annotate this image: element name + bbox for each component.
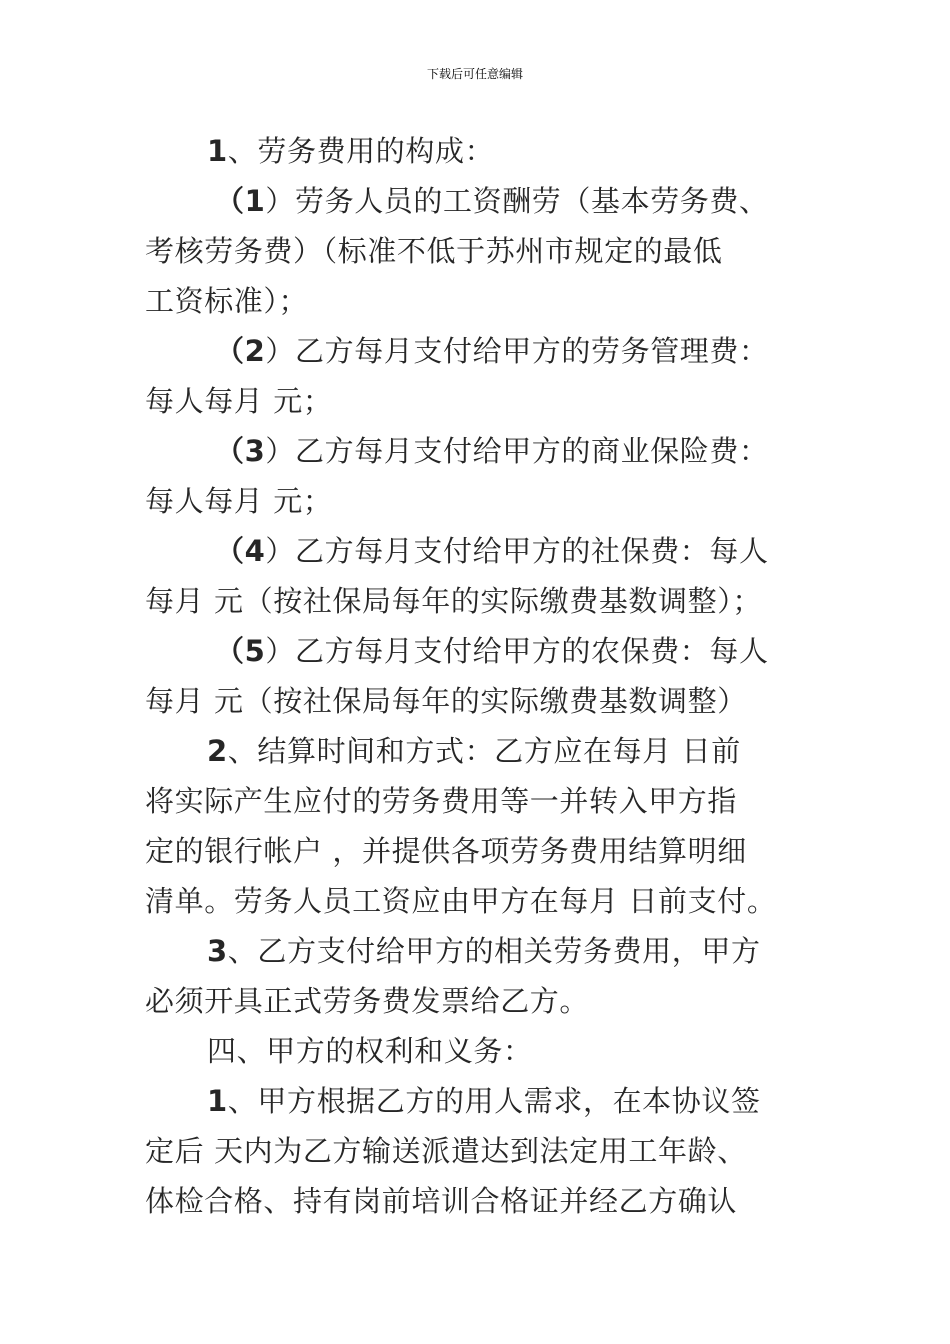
line-text: ）劳务人员的工资酬劳（基本劳务费、 <box>265 184 769 218</box>
line-text: 、结算时间和方式：乙方应在每月 日前 <box>227 734 741 768</box>
line-text: 每人每月 元； <box>145 484 333 518</box>
paragraph-line <box>145 426 810 476</box>
line-text: 四、甲方的权利和义务： <box>207 1034 533 1068</box>
line-text: 定后 天内为乙方输送派遣达到法定用工年龄、 <box>145 1134 747 1168</box>
line-text: ）乙方每月支付给甲方的农保费：每人 <box>265 634 769 668</box>
paragraph-line <box>145 276 810 326</box>
paragraph-line <box>145 226 810 276</box>
line-text: ）乙方每月支付给甲方的社保费：每人 <box>265 534 769 568</box>
line-text: 每月 元（按社保局每年的实际缴费基数调整） <box>145 684 747 718</box>
item-number: 2 <box>207 734 228 768</box>
paragraph-line <box>145 726 810 776</box>
item-number: （1 <box>215 184 266 218</box>
line-text: 、劳务费用的构成： <box>227 134 495 168</box>
item-number: （5 <box>215 634 266 668</box>
paragraph-line <box>145 126 810 176</box>
paragraph-line <box>145 876 810 926</box>
line-text: 每人每月 元； <box>145 384 333 418</box>
line-text: 清单。劳务人员工资应由甲方在每月 日前支付。 <box>145 884 777 918</box>
paragraph-line <box>145 676 810 726</box>
line-text: 、甲方根据乙方的用人需求，在本协议签 <box>227 1084 761 1118</box>
page-header: 下载后可任意编辑 <box>426 67 523 81</box>
item-number: 3 <box>207 934 228 968</box>
paragraph-line <box>145 626 810 676</box>
paragraph-line <box>145 826 810 876</box>
paragraph-line <box>145 576 810 626</box>
paragraph-line <box>145 926 810 976</box>
paragraph-line <box>145 176 810 226</box>
paragraph-line <box>145 776 810 826</box>
line-text: 考核劳务费）（标准不低于苏州市规定的最低 <box>145 234 723 268</box>
line-text: 必须开具正式劳务费发票给乙方。 <box>145 984 590 1018</box>
item-number: （4 <box>215 534 266 568</box>
paragraph-line <box>145 326 810 376</box>
paragraph-line <box>145 976 810 1026</box>
item-number: 1 <box>207 134 228 168</box>
document-body <box>145 126 810 1226</box>
paragraph-line <box>145 376 810 426</box>
section-heading <box>145 1026 810 1076</box>
line-text: 每月 元（按社保局每年的实际缴费基数调整）； <box>145 584 762 618</box>
paragraph-line <box>145 476 810 526</box>
line-text: ）乙方每月支付给甲方的劳务管理费： <box>265 334 769 368</box>
item-number: （3 <box>215 434 266 468</box>
paragraph-line <box>145 1126 810 1176</box>
item-number: （2 <box>215 334 266 368</box>
paragraph-line <box>145 1176 810 1226</box>
line-text: 定的银行帐户 ，并提供各项劳务费用结算明细 <box>145 834 747 868</box>
line-text: 、乙方支付给甲方的相关劳务费用，甲方 <box>227 934 761 968</box>
item-number: 1 <box>207 1084 228 1118</box>
line-text: 将实际产生应付的劳务费用等一并转入甲方指 <box>145 784 738 818</box>
line-text: ）乙方每月支付给甲方的商业保险费： <box>265 434 769 468</box>
line-text: 体检合格、持有岗前培训合格证并经乙方确认 <box>145 1184 738 1218</box>
line-text: 工资标准）； <box>145 284 309 318</box>
paragraph-line <box>145 1076 810 1126</box>
paragraph-line <box>145 526 810 576</box>
